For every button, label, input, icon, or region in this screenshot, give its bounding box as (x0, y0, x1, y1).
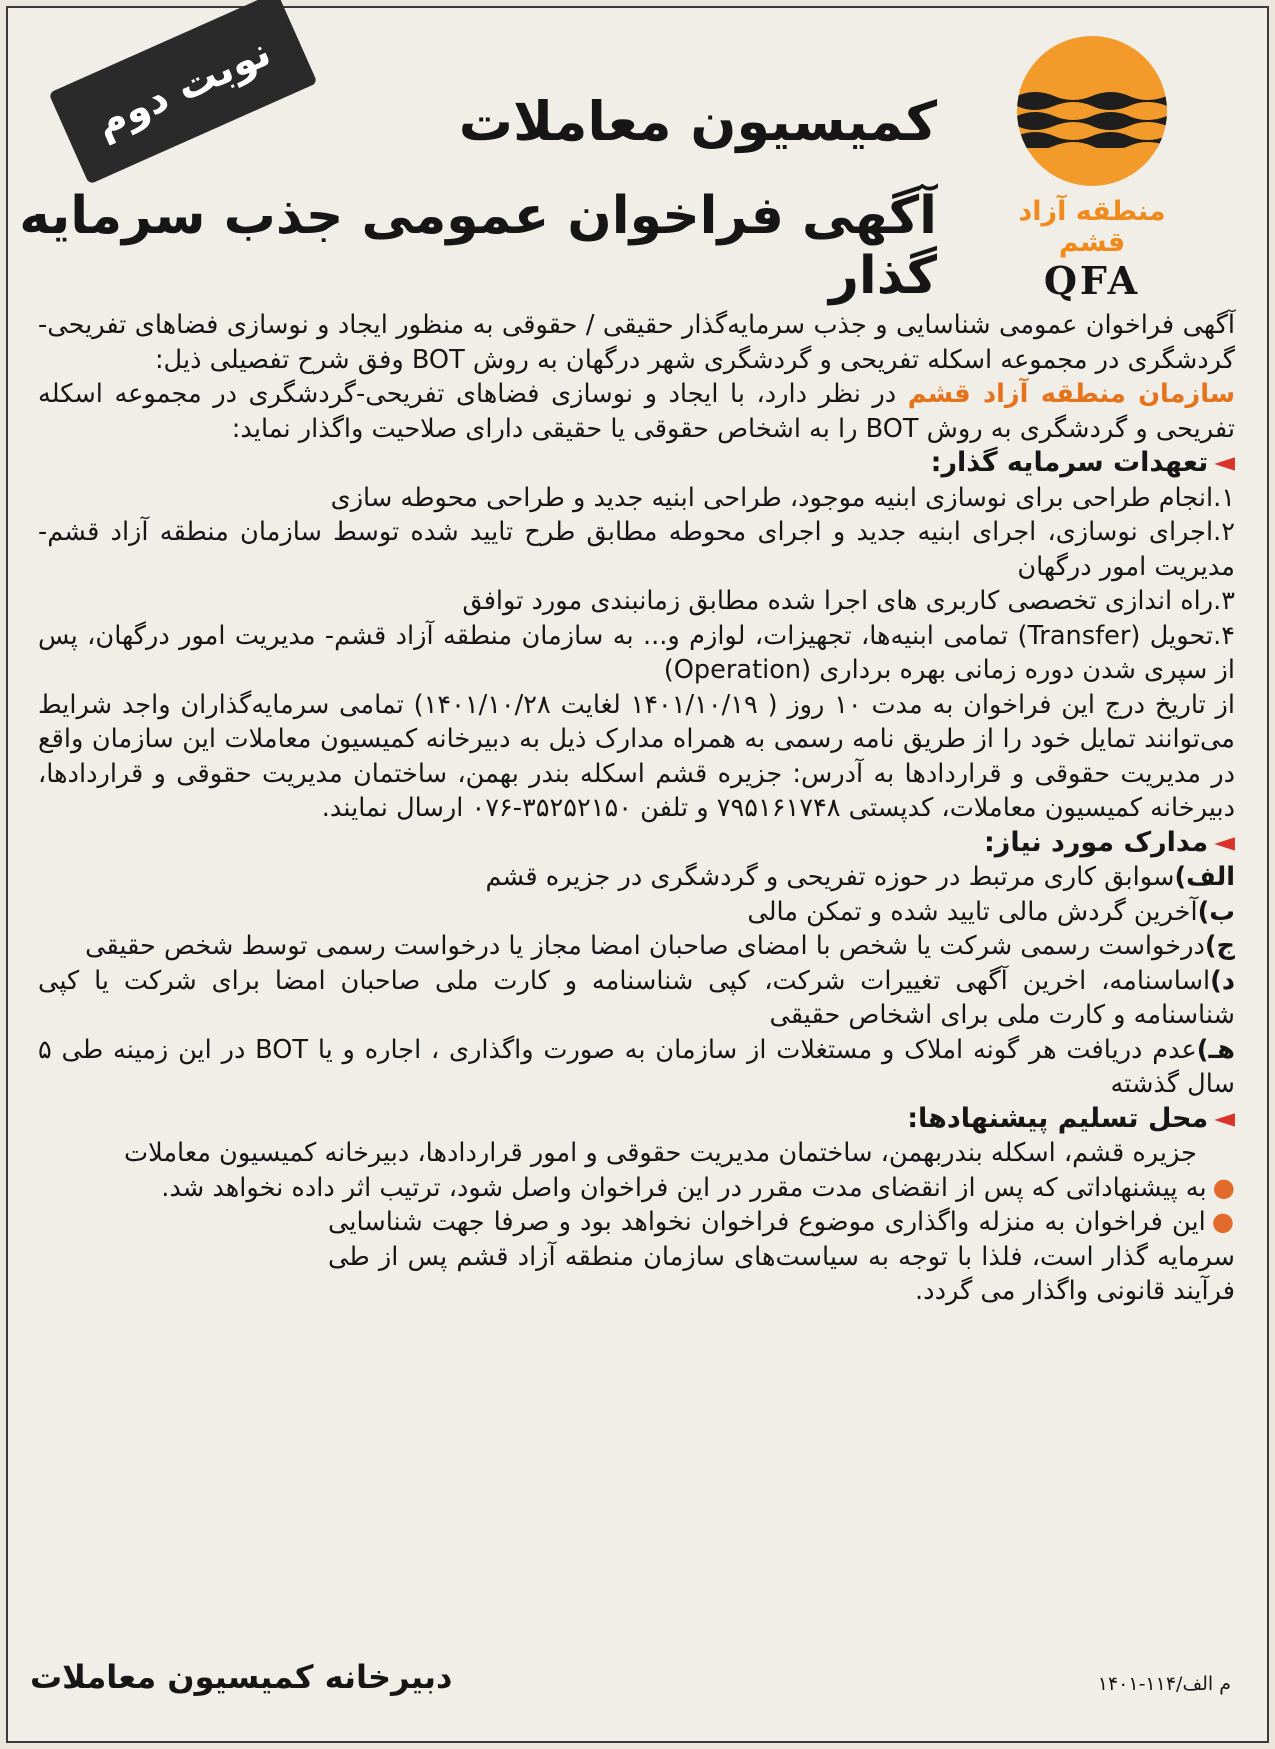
page-title: آگهی فراخوان عمومی جذب سرمایه گذار (19, 186, 937, 306)
advertisement-page (6, 6, 1269, 1743)
reference-number: م الف/۱۱۴-۱۴۰۱ (1097, 1673, 1231, 1695)
documents-heading: ◄مدارک مورد نیاز: (983, 826, 1235, 858)
logo-emblem-icon (1017, 36, 1167, 186)
delivery-note: ●به پیشنهاداتی که پس از انقضای مدت مقرر در این فراخوان واصل شود، ترتیب اثر داده نخواهد شد. (161, 1172, 1235, 1203)
bullet-icon: ● (1212, 1172, 1235, 1203)
organization-name: سازمان منطقه آزاد قشم (907, 379, 1236, 409)
document-item: د)اساسنامه، اخرین آگهی تغییرات شرکت، کپی شناسنامه و کارت ملی صاحبان امضا برای شرکت یا کپی شناسنامه و کارت ملی برای اشخاص حقیقی (38, 965, 1235, 1030)
obligation-item: ۲.اجرای نوسازی، اجرای ابنیه جدید و اجرای محوطه مطابق طرح تایید شده توسط سازمان منطقه آزاد قشم- مدیریت امور درگهان (38, 517, 1235, 582)
arrow-icon: ◄ (1214, 447, 1235, 478)
bullet-icon: ● (1211, 1207, 1235, 1237)
organization-sentence: در نظر دارد، با ایجاد و نوسازی فضاهای تفریحی-گردشگری در مجموعه اسکله تفریحی و گردشگری به روش BOT را به اشخاص حقوقی یا حقیقی دارای صلاحیت واگذار نماید: (38, 379, 1235, 444)
delivery-note: ●این فراخوان به منزله واگذاری موضوع فراخوان نخواهد بود و صرفا جهت شناسایی سرمایه گذار است، فلذا با توجه به سیاست‌های سازمان منطقه آزاد قشم پس از طی فرآیند قانونی واگذار می گردد. (328, 1207, 1235, 1306)
round-badge: نوبت دوم (48, 0, 317, 185)
delivery-heading: ◄محل تسلیم پیشنهادها: (907, 1102, 1235, 1134)
document-item: الف)سوابق کاری مرتبط در حوزه تفریحی و گردشگری در جزیره قشم (485, 862, 1235, 892)
commission-heading: کمیسیون معاملات (458, 90, 937, 153)
arrow-icon: ◄ (1214, 1102, 1235, 1134)
submission-paragraph: از تاریخ درج این فراخوان به مدت ۱۰ روز ( ۱۴۰۱/۱۰/۱۹ لغایت ۱۴۰۱/۱۰/۲۸) تمامی سرمایه‌گذاران واجد شرایط می‌توانند تمایل خود را از طریق نامه رسمی به همراه مدارک ذیل به دبیرخانه کمیسیون معاملات این سازمان واقع در مدیریت حقوقی و قراردادها به آدرس: جزیره قشم اسکله بندر بهمن، ساختمان مدیریت حقوقی و قراردادها، دبیرخانه کمیسیون معاملات، کدپستی ۷۹۵۱۶۱۷۴۸ و تلفن ۳۵۲۵۲۱۵۰-۰۷۶ ارسال نمایند. (38, 689, 1235, 823)
logo-abbreviation: QFA (1043, 258, 1141, 303)
obligation-item: ۳.راه اندازی تخصصی کاربری های اجرا شده مطابق زمانبندی مورد توافق (462, 586, 1235, 616)
secretariat-signature: دبیرخانه کمیسیون معاملات (30, 1658, 453, 1696)
arrow-icon: ◄ (1214, 826, 1235, 858)
document-item: ج)درخواست رسمی شرکت یا شخص با امضای صاحبان امضا مجاز یا درخواست رسمی توسط شخص حقیقی (85, 931, 1235, 961)
organization-paragraph (38, 377, 1235, 446)
obligation-item: ۴.تحویل (Transfer) تمامی ابنیه‌ها، تجهیزات، لوازم و... به سازمان منطقه آزاد قشم- مدیریت امور درگهان، پس از سپری شدن دوره زمانی بهره برداری (Operation) (38, 620, 1235, 685)
document-item: هـ)عدم دریافت هر گونه املاک و مستغلات از سازمان به صورت واگذاری ، اجاره و یا BOT در این زمینه طی ۵ سال گذشته (38, 1034, 1235, 1099)
delivery-address: جزیره قشم، اسکله بندربهمن، ساختمان مدیریت حقوقی و امور قراردادها، دبیرخانه کمیسیون معاملات (123, 1138, 1197, 1168)
qfa-logo (997, 36, 1187, 303)
obligations-heading: ◄تعهدات سرمایه گذار: (930, 447, 1235, 478)
advertisement-body (38, 308, 1235, 1309)
document-item: ب)آخرین گردش مالی تایید شده و تمکن مالی (747, 896, 1235, 927)
obligation-item: ۱.انجام طراحی برای نوسازی ابنیه موجود، طراحی ابنیه جدید و طراحی محوطه سازی (330, 482, 1235, 513)
wave-icon (1017, 88, 1167, 148)
logo-name: منطقه آزاد قشم (1018, 196, 1166, 258)
intro-paragraph: آگهی فراخوان عمومی شناسایی و جذب سرمایه‌گذار حقیقی / حقوقی به منظور ایجاد و نوسازی فضاهای تفریحی-گردشگری در مجموعه اسکله تفریحی و گردشگری شهر درگهان به روش BOT وفق شرح تفصیلی ذیل: (38, 310, 1235, 375)
